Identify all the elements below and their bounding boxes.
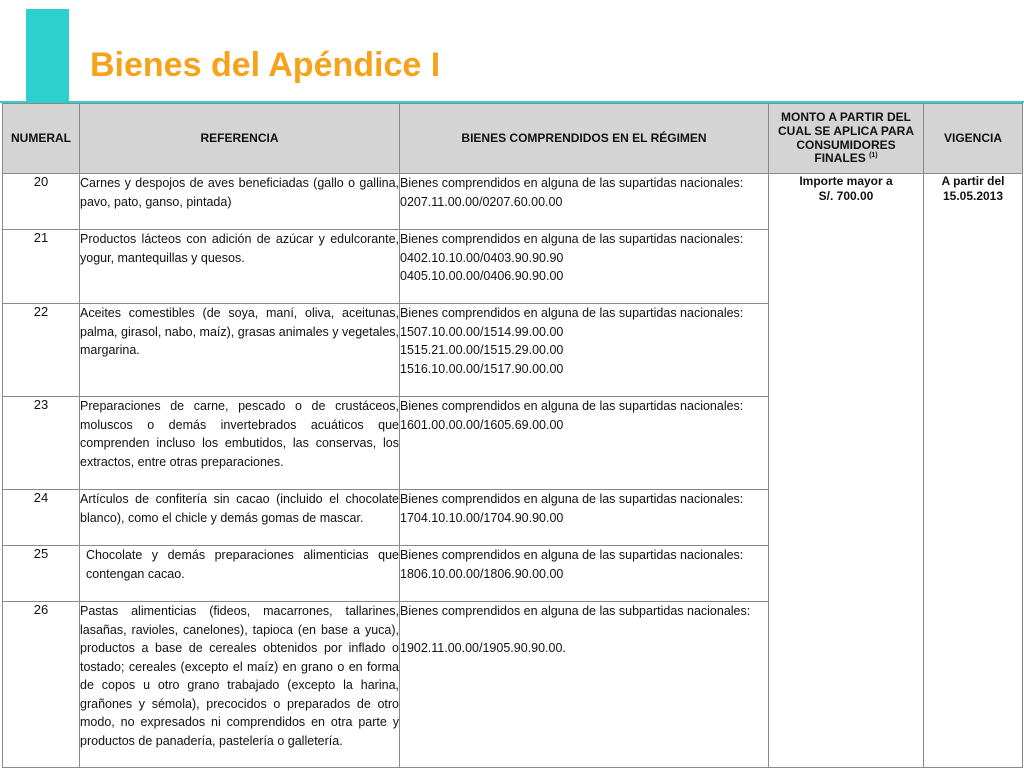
numeral-cell: 26	[3, 602, 80, 768]
header-monto	[769, 104, 924, 174]
goods-table	[2, 103, 1023, 768]
tariff-code: 0402.10.10.00/0403.90.90.90	[400, 250, 564, 265]
referencia-cell: Carnes y despojos de aves beneficiadas (gallo o gallina, pavo, pato, ganso, pintada)	[80, 174, 400, 230]
title-accent-bar	[26, 9, 69, 104]
tariff-code-spacer	[400, 621, 768, 640]
bienes-intro: Bienes comprendidos en alguna de las subpartidas nacionales:	[400, 604, 751, 618]
numeral-cell: 24	[3, 490, 80, 546]
monto-cell	[769, 174, 924, 768]
footnote-marker: (1)	[869, 152, 878, 160]
tariff-code: 1806.10.00.00/1806.90.00.00	[400, 566, 564, 581]
bienes-cell	[400, 397, 769, 490]
tariff-code: 0405.10.00.00/0406.90.90.00	[400, 269, 564, 283]
table-header-row	[3, 104, 1023, 174]
bienes-cell	[400, 602, 769, 768]
tariff-code: 1902.11.00.00/1905.90.90.00.	[400, 641, 566, 655]
tariff-code: 0207.11.00.00/0207.60.00.00	[400, 194, 563, 209]
header-referencia: REFERENCIA	[80, 104, 400, 174]
tariff-code: 1601.00.00.00/1605.69.00.00	[400, 417, 564, 432]
referencia-cell: Productos lácteos con adición de azúcar y edulcorante, yogur, mantequillas y quesos.	[80, 230, 400, 304]
header-monto-label: MONTO A PARTIR DEL CUAL SE APLICA PARA CONSUMIDORES FINALES	[777, 109, 914, 166]
bienes-intro: Bienes comprendidos en alguna de las supartidas nacionales:	[400, 306, 744, 320]
vigencia-value-line2: 15.05.2013	[942, 189, 1004, 203]
bienes-intro: Bienes comprendidos en alguna de las supartidas nacionales:	[400, 232, 744, 246]
referencia-cell: Pastas alimenticias (fideos, macarrones, tallarines, lasañas, ravioles, canelones), tapioca (en base a yuca), productos a base de cereales obtenidos por inflado o tostado; cereales (excepto el maíz) en grano o en forma de copos u otro grano trabajado (excepto la harina, grañones y sémola), precocidos o preparados de otro modo, no expresados ni comprendidos en otra parte y productos de panadería, pastelería o galletería.	[80, 602, 400, 768]
bienes-intro: Bienes comprendidos en alguna de las supartidas nacionales:	[400, 399, 744, 413]
numeral-cell: 21	[3, 230, 80, 304]
monto-value-line1: Importe mayor a	[799, 174, 893, 188]
bienes-cell	[400, 546, 769, 602]
tariff-code: 1507.10.00.00/1514.99.00.00	[400, 324, 564, 339]
header-numeral: NUMERAL	[3, 104, 80, 174]
monto-value-line2: S/. 700.00	[818, 189, 874, 203]
header-vigencia: VIGENCIA	[924, 104, 1023, 174]
bienes-intro: Bienes comprendidos en alguna de las supartidas nacionales:	[400, 492, 744, 506]
referencia-cell: Preparaciones de carne, pescado o de crustáceos, moluscos o demás invertebrados acuáticos que comprenden incluso los embutidos, las conservas, los extractos, entre otras preparaciones.	[80, 397, 400, 490]
bienes-cell	[400, 230, 769, 304]
numeral-cell: 22	[3, 304, 80, 397]
vigencia-cell	[924, 174, 1023, 768]
tariff-code: 1516.10.00.00/1517.90.00.00	[400, 361, 564, 376]
bienes-cell	[400, 174, 769, 230]
bienes-cell	[400, 304, 769, 397]
numeral-cell: 20	[3, 174, 80, 230]
header-bienes: BIENES COMPRENDIDOS EN EL RÉGIMEN	[400, 104, 769, 174]
numeral-cell: 23	[3, 397, 80, 490]
page-title: Bienes del Apéndice I	[90, 46, 441, 84]
tariff-code: 1704.10.10.00/1704.90.90.00	[400, 510, 564, 525]
table-row	[3, 174, 1023, 230]
numeral-cell: 25	[3, 546, 80, 602]
bienes-intro: Bienes comprendidos en alguna de las supartidas nacionales:	[400, 176, 744, 190]
tariff-code: 1515.21.00.00/1515.29.00.00	[400, 343, 564, 357]
referencia-cell: Aceites comestibles (de soya, maní, oliva, aceitunas, palma, girasol, nabo, maíz), grasas animales y vegetales, margarina.	[80, 304, 400, 397]
vigencia-value-line1: A partir del	[941, 174, 1005, 188]
bienes-intro: Bienes comprendidos en alguna de las supartidas nacionales:	[400, 548, 744, 562]
referencia-cell: Chocolate y demás preparaciones alimenticias que contengan cacao.	[80, 546, 400, 602]
referencia-cell: Artículos de confitería sin cacao (incluido el chocolate blanco), como el chicle y demás gomas de mascar.	[80, 490, 400, 546]
bienes-cell	[400, 490, 769, 546]
